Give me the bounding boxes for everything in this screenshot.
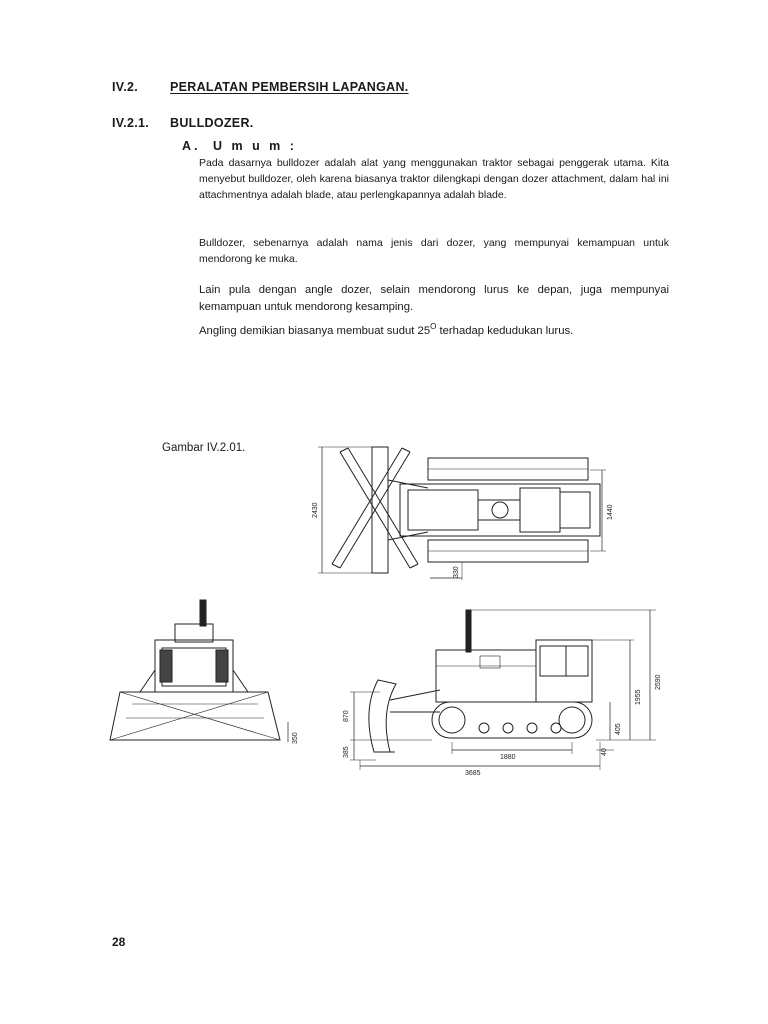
part-label: A. (182, 139, 201, 153)
dim-top-offset: 330 (453, 566, 460, 578)
part-title: U m u m : (212, 139, 297, 153)
paragraph-3-text: Lain pula dengan angle dozer, selain mendorong lurus ke depan, juga mempunyai kemampuan untuk mendorong kesamping. (199, 284, 669, 313)
dim-side-track-length: 1880 (500, 754, 516, 761)
figure-caption: Gambar IV.2.01. (162, 442, 246, 454)
side-blade (369, 680, 396, 752)
dim-side-blade-height: 870 (343, 710, 350, 722)
page-number: 28 (112, 935, 126, 949)
paragraph-4-text: Angling demikian biasanya membuat sudut $25^O$ terhadap kedudukan lurus. (199, 322, 574, 337)
subsection-title: BULLDOZER. (170, 116, 254, 130)
dim-front-blade: 350 (292, 732, 299, 744)
paragraph-1-text: Pada dasarnya bulldozer adalah alat yang menggunakan traktor sebagai penggerak utama. Kita menyebut bulldozer, oleh karena biasanya traktor dilengkapi dengan dozer attachment, dalam hal ini attachmentnya adalah blade, atau perlengkapannya adalah blade. (199, 157, 669, 201)
front-blade (110, 692, 280, 740)
dim-side-cab-height: 1955 (635, 689, 642, 705)
subsection-number: IV.2.1. (112, 116, 150, 130)
dim-side-total-height: 2590 (655, 674, 662, 690)
section-title: PERALATAN PEMBERSIH LAPANGAN. (170, 80, 409, 94)
top-view-drawing (318, 447, 606, 580)
dim-side-total-length: 3685 (465, 770, 481, 777)
dim-side-blade-below: 385 (343, 746, 350, 758)
side-engine-hood (436, 650, 536, 702)
dim-side-ground: 40 (601, 748, 608, 756)
side-cab (536, 640, 592, 702)
paragraph-2-text: Bulldozer, sebenarnya adalah nama jenis dari dozer, yang mempunyai kemampuan untuk mendorong ke muka. (199, 237, 669, 265)
section-number: IV.2. (112, 80, 139, 94)
side-view-drawing (350, 610, 656, 770)
front-view-drawing (110, 600, 288, 742)
dim-top-track: 1440 (607, 504, 614, 520)
dim-top-width: 2430 (312, 502, 319, 518)
dim-side-track-height: 405 (615, 723, 622, 735)
